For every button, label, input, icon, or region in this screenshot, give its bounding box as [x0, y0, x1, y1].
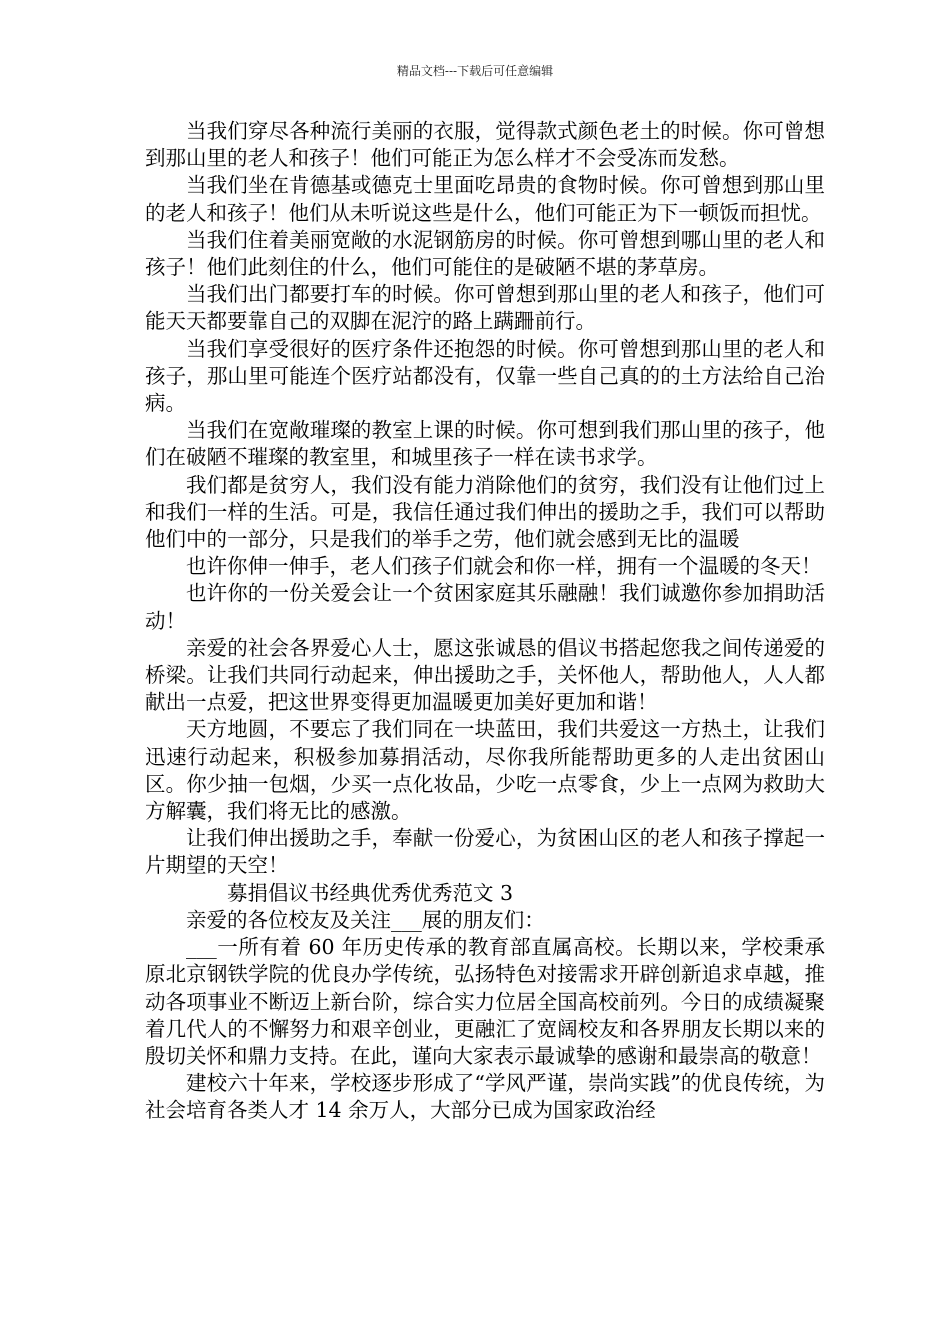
paragraph: 让我们伸出援助之手，奉献一份爱心，为贫困山区的老人和孩子撑起一片期望的天空！: [145, 826, 825, 878]
paragraph: 当我们住着美丽宽敞的水泥钢筋房的时候。你可曾想到哪山里的老人和孩子！他们此刻住的什么，他们可能住的是破陋不堪的茅草房。: [145, 227, 825, 280]
paragraph: 当我们享受很好的医疗条件还抱怨的时候。你可曾想到那山里的老人和孩子，那山里可能连个医疗站都没有，仅靠一些自己真的的土方法给自己治病。: [145, 336, 825, 416]
paragraph: 当我们出门都要打车的时候。你可曾想到那山里的老人和孩子，他们可能天天都要靠自己的双脚在泥泞的路上蹒跚前行。: [145, 282, 825, 334]
salutation: 亲爱的各位校友及关注___展的朋友们：: [186, 907, 545, 932]
page-header: 精品文档---下载后可任意编辑: [396, 64, 554, 78]
paragraph: 建校六十年来，学校逐步形成了“学风严谨，崇尚实践”的优良传统，为社会培育各类人才 14 余万人，大部分已成为国家政治经: [145, 1071, 825, 1123]
paragraph: 当我们在宽敞璀璨的教室上课的时候。你可想到我们那山里的孩子，他们在破陋不璀璨的教室里，和城里孩子一样在读书求学。: [145, 418, 825, 470]
paragraph: 亲爱的社会各界爱心人士，愿这张诚恳的倡议书搭起您我之间传递爱的桥梁。让我们共同行动起来，伸出援助之手，关怀他人，帮助他人，人人都献出一点爱，把这世界变得更加温暖更加美好更加和谐！: [145, 635, 825, 715]
section-title: 募捐倡议书经典优秀优秀范文 3: [227, 880, 514, 905]
paragraph: 当我们坐在肯德基或德克士里面吃昂贵的食物时候。你可曾想到那山里的老人和孩子！他们从未听说这些是什么，他们可能正为下一顿饭而担忧。: [145, 173, 825, 225]
paragraph: 天方地圆，不要忘了我们同在一块蓝田，我们共爱这一方热土，让我们迅速行动起来，积极参加募捐活动，尽你我所能帮助更多的人走出贫困山区。你少抽一包烟，少买一点化妆品，少吃一点零食，少上一点网为救助大方解囊，我们将无比的感激。: [145, 717, 825, 824]
document-body: [145, 118, 825, 1125]
paragraph: ___一所有着 60 年历史传承的教育部直属高校。长期以来，学校秉承原北京钢铁学院的优良办学传统，弘扬特色对接需求开辟创新追求卓越，推动各项事业不断迈上新台阶，综合实力位居全国高校前列。今日的成绩凝聚着几代人的不懈努力和艰辛创业，更融汇了宽阔校友和各界朋友长期以来的殷切关怀和鼎力支持。在此，谨向大家表示最诚挚的感谢和最崇高的敬意！: [145, 935, 825, 1068]
paragraph: 我们都是贫穷人，我们没有能力消除他们的贫穷，我们没有让他们过上和我们一样的生活。可是，我信任通过我们伸出的援助之手，我们可以帮助他们中的一部分，只是我们的举手之劳，他们就会感到无比的温暖: [145, 472, 825, 552]
paragraph: 也许你的一份关爱会让一个贫困家庭其乐融融！我们诚邀你参加捐助活动！: [145, 581, 825, 633]
paragraph: 也许你伸一伸手，老人们孩子们就会和你一样，拥有一个温暖的冬天！: [186, 554, 822, 579]
paragraph: 当我们穿尽各种流行美丽的衣服，觉得款式颜色老土的时候。你可曾想到那山里的老人和孩子！他们可能正为怎么样才不会受冻而发愁。: [145, 119, 825, 171]
